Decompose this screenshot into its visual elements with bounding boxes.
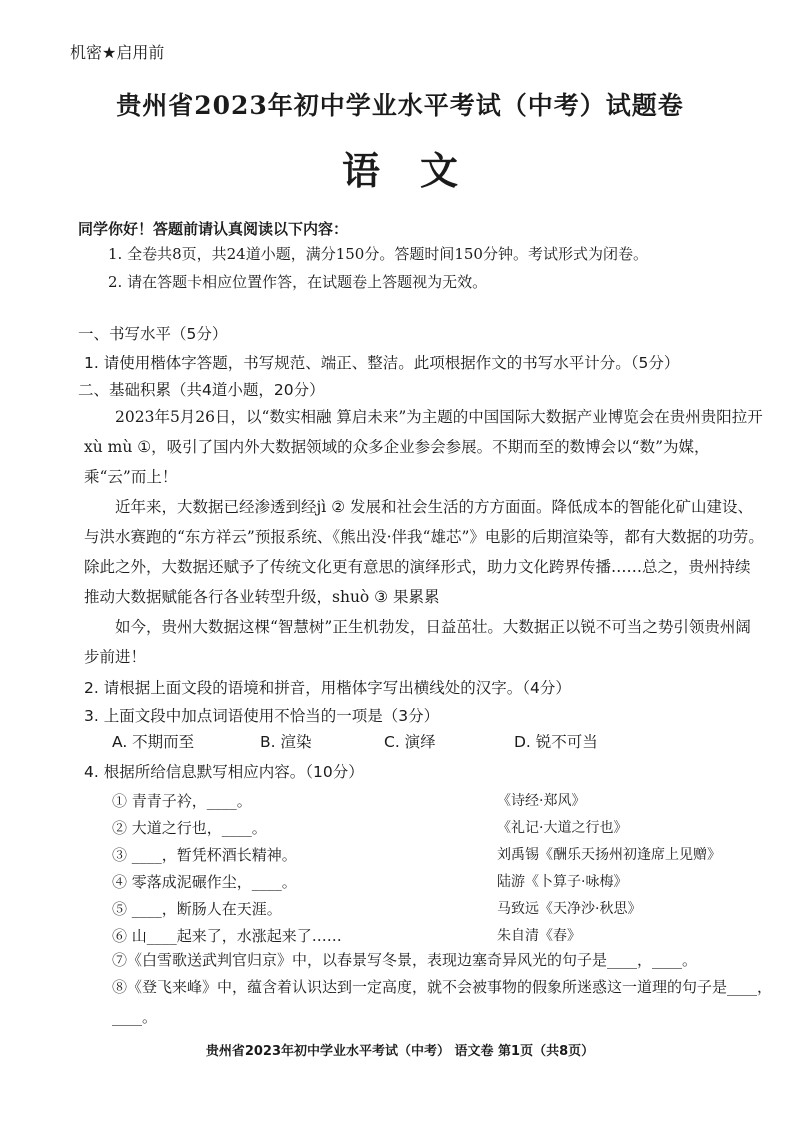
option-d: D. 锐不可当 — [514, 733, 598, 751]
page-footer: 贵州省2023年初中学业水平考试（中考） 语文卷 第1页（共8页） — [205, 1044, 595, 1059]
recitation-line: ⑤ ____，断肠人在天涯。 — [112, 900, 282, 918]
recitation-line: ③ ____，暂凭杯酒长精神。 — [112, 846, 297, 864]
option-a: A. 不期而至 — [112, 733, 195, 751]
question-3: 3. 上面文段中加点词语使用不恰当的一项是（3分） — [84, 707, 440, 725]
recitation-source: 朱自清《春》 — [497, 928, 581, 944]
recitation-item — [112, 898, 752, 919]
recitation-source: 马致远《天净沙·秋思》 — [497, 901, 642, 917]
section-heading-basics: 二、基础积累（共4道小题，20分） — [78, 381, 325, 399]
question-1: 1. 请使用楷体字答题，书写规范、端正、整洁。此项根据作文的书写水平计分。（5分） — [84, 354, 680, 372]
recitation-line: ② 大道之行也，____。 — [112, 819, 267, 837]
recitation-source: 《诗经·郑风》 — [497, 793, 586, 809]
recitation-item — [112, 790, 752, 811]
option-b: B. 渲染 — [260, 733, 312, 751]
recitation-item — [112, 925, 752, 946]
subject-title: 语文 — [341, 148, 498, 193]
question-2: 2. 请根据上面文段的语境和拼音，用楷体字写出横线处的汉字。（4分） — [84, 679, 571, 697]
passage-paragraph: 近年来，大数据已经渗透到经jì ② 发展和社会生活的方方面面。降低成本的智能化矿山建设、与洪水赛跑的“东方祥云”预报系统、《熊出没·伴我“雄芯”》电影的后期渲染等，都有大数据的功劳。除此之外，大数据还赋予了传统文化更有意思的演绎形式，助力文化跨界传播……总之，贵州持续推动大数据赋能各行各业转型升级，shuò ③ 果累累 — [84, 498, 764, 606]
passage-paragraph: 2023年5月26日，以“数实相融 算启未来”为主题的中国国际大数据产业博览会在贵州贵阳拉开xù mù ①，吸引了国内外大数据领域的众多企业参会参展。不期而至的数博会以“数”为媒，乘“云”而上！ — [84, 408, 763, 486]
recitation-source: 《礼记·大道之行也》 — [497, 820, 628, 836]
recitation-line: ① 青青子衿，____。 — [112, 792, 252, 810]
recitation-source: 陆游《卜算子·咏梅》 — [497, 874, 628, 890]
recitation-item — [112, 844, 752, 865]
confidential-label: 机密★启用前 — [70, 43, 165, 62]
exam-title: 贵州省2023年初中学业水平考试（中考）试题卷 — [116, 91, 684, 120]
instruction-item: 2. 请在答题卡相应位置作答，在试题卷上答题视为无效。 — [108, 273, 488, 291]
instruction-item: 1. 全卷共8页，共24道小题，满分150分。答题时间150分钟。考试形式为闭卷。 — [108, 245, 648, 263]
recitation-item — [112, 871, 752, 892]
option-c: C. 演绎 — [384, 733, 436, 751]
recitation-item-7: ⑦《白雪歌送武判官归京》中，以春景写冬景，表现边塞奇异风光的句子是____，____。 — [112, 951, 698, 969]
instructions-greeting: 同学你好！答题前请认真阅读以下内容： — [78, 220, 349, 238]
question-4: 4. 根据所给信息默写相应内容。（10分） — [84, 763, 364, 781]
recitation-line: ④ 零落成泥碾作尘，____。 — [112, 873, 297, 891]
reading-passage — [84, 402, 764, 672]
recitation-line: ⑥ 山____起来了，水涨起来了…… — [112, 927, 342, 945]
question-3-options — [112, 730, 752, 752]
passage-paragraph: 如今，贵州大数据这棵“智慧树”正生机勃发，日益茁壮。大数据正以锐不可当之势引领贵州阔步前进！ — [84, 618, 751, 666]
recitation-item — [112, 817, 752, 838]
recitation-source: 刘禹锡《酬乐天扬州初逢席上见赠》 — [497, 847, 721, 863]
section-heading-writing: 一、书写水平（5分） — [78, 325, 228, 343]
recitation-item-8: ⑧《登飞来峰》中，蕴含着认识达到一定高度，就不会被事物的假象所迷惑这一道理的句子是____，____。 — [112, 978, 773, 1026]
